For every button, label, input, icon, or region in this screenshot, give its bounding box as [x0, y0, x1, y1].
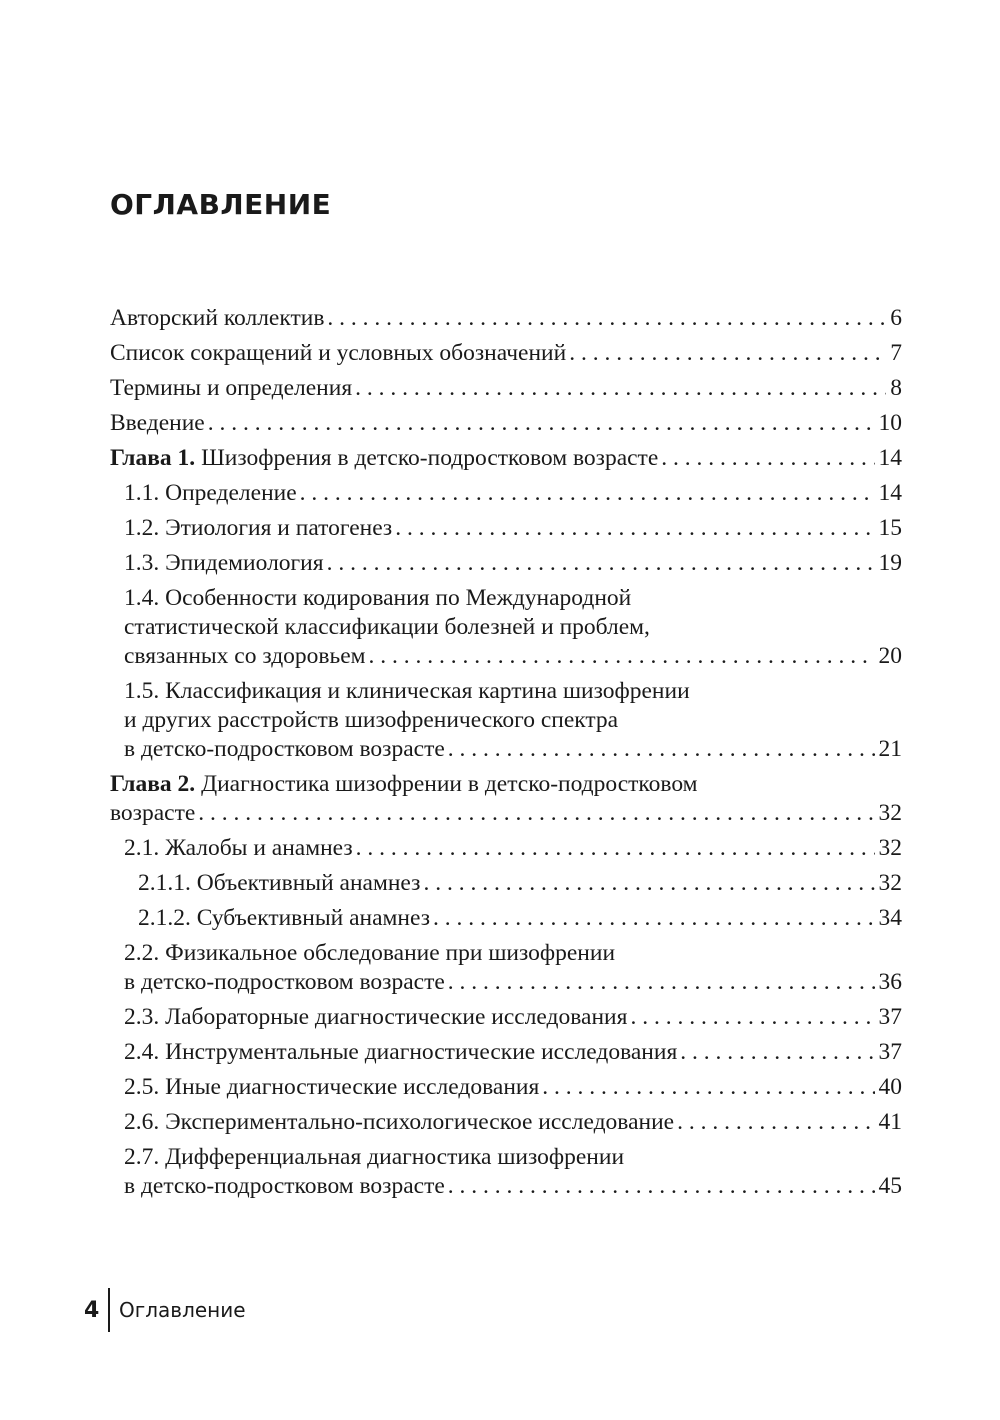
toc-entry-text: 1.5. Классификация и клиническая картина шизофрении: [124, 678, 690, 704]
toc-entry[interactable]: [110, 339, 902, 368]
toc-entry[interactable]: [110, 677, 902, 764]
toc-entry-text: связанных со здоровьем: [124, 643, 366, 669]
dot-leader: [423, 869, 874, 898]
chapter-label: Глава 1.: [110, 445, 196, 471]
toc-entry-text: 1.2. Этиология и патогенез: [124, 515, 393, 541]
dot-leader: [208, 409, 875, 438]
toc-entry-text: статистической классификации болезней и проблем,: [124, 614, 650, 640]
toc-entry-text: Введение: [110, 410, 205, 436]
toc-entry[interactable]: [110, 904, 902, 933]
toc-entry[interactable]: [110, 939, 902, 997]
toc-entry-text: Диагностика шизофрении в детско-подростковом: [201, 771, 698, 797]
toc-entry-text: Список сокращений и условных обозначений: [110, 340, 567, 366]
page-title: ОГЛАВЛЕНИЕ: [110, 188, 332, 221]
dot-leader: [630, 1003, 874, 1032]
dot-leader: [355, 374, 886, 403]
toc-page-number: 37: [878, 1039, 902, 1065]
toc-entry-text: Шизофрения в детско-подростковом возрасте: [201, 445, 659, 471]
toc-entry-text: и других расстройств шизофренического спектра: [124, 707, 619, 733]
toc-entry[interactable]: [110, 834, 902, 863]
toc-page-number: 20: [878, 643, 902, 669]
toc-page-number: 34: [878, 905, 902, 931]
toc-page-number: 41: [878, 1109, 902, 1135]
toc-entry[interactable]: [110, 1003, 902, 1032]
dot-leader: [433, 904, 875, 933]
dot-leader: [569, 339, 886, 368]
dot-leader: [661, 444, 874, 473]
chapter-label: Глава 2.: [110, 771, 196, 797]
toc-page-number: 40: [878, 1074, 902, 1100]
toc-entry-text: 2.7. Дифференциальная диагностика шизофрении: [124, 1144, 625, 1170]
toc-entry-text: 2.5. Иные диагностические исследования: [124, 1074, 540, 1100]
dot-leader: [369, 642, 875, 671]
toc-entry-text: 1.4. Особенности кодирования по Международной: [124, 585, 632, 611]
dot-leader: [327, 549, 875, 578]
toc-entry[interactable]: [110, 1143, 902, 1201]
toc-page-number: 14: [878, 445, 902, 471]
dot-leader: [327, 304, 886, 333]
toc-page-number: 15: [878, 515, 902, 541]
dot-leader: [356, 834, 875, 863]
dot-leader: [300, 479, 875, 508]
page-footer: [84, 1288, 246, 1332]
toc-page-number: 10: [878, 410, 902, 436]
toc-page-number: 14: [878, 480, 902, 506]
toc-entry[interactable]: [110, 444, 902, 473]
toc-entry[interactable]: [110, 409, 902, 438]
toc-entry[interactable]: [110, 869, 902, 898]
toc-entry-text: 2.4. Инструментальные диагностические исследования: [124, 1039, 678, 1065]
toc-page-number: 8: [890, 375, 902, 401]
toc-entry-text: 2.1. Жалобы и анамнез: [124, 835, 353, 861]
toc-entry[interactable]: [110, 1073, 902, 1102]
toc-entry[interactable]: [110, 1108, 902, 1137]
dot-leader: [680, 1038, 874, 1067]
toc-entry[interactable]: [110, 770, 902, 828]
dot-leader: [448, 735, 875, 764]
footer-divider: [108, 1288, 110, 1332]
toc-entry-text: 2.3. Лабораторные диагностические исследования: [124, 1004, 628, 1030]
dot-leader: [448, 1172, 875, 1201]
toc-page-number: 32: [878, 800, 902, 826]
dot-leader: [677, 1108, 874, 1137]
toc-entry-text: 2.1.1. Объективный анамнез: [138, 870, 421, 896]
toc-entry-text: Авторский коллектив: [110, 305, 325, 331]
toc-page-number: 7: [890, 340, 902, 366]
toc-entry-text: 1.3. Эпидемиология: [124, 550, 324, 576]
toc-entry-text: в детско-подростковом возрасте: [124, 969, 445, 995]
toc-entry-text: в детско-подростковом возрасте: [124, 736, 445, 762]
toc-entry-text: возрасте: [110, 800, 196, 826]
table-of-contents: [110, 304, 902, 1207]
toc-entry-text: 2.6. Экспериментально-психологическое исследование: [124, 1109, 675, 1135]
toc-entry-text: Термины и определения: [110, 375, 353, 401]
footer-page-number: 4: [84, 1297, 100, 1323]
toc-page-number: 45: [878, 1173, 902, 1199]
toc-entry-text: 2.2. Физикальное обследование при шизофрении: [124, 940, 616, 966]
footer-section-title: Оглавление: [119, 1298, 246, 1322]
toc-entry[interactable]: [110, 1038, 902, 1067]
toc-page-number: 6: [890, 305, 902, 331]
toc-entry[interactable]: [110, 514, 902, 543]
dot-leader: [198, 799, 874, 828]
toc-page-number: 36: [878, 969, 902, 995]
toc-entry-text: в детско-подростковом возрасте: [124, 1173, 445, 1199]
toc-page-number: 19: [878, 550, 902, 576]
toc-entry[interactable]: [110, 479, 902, 508]
toc-page-number: 32: [878, 835, 902, 861]
toc-page-number: 37: [878, 1004, 902, 1030]
toc-entry[interactable]: [110, 549, 902, 578]
dot-leader: [542, 1073, 874, 1102]
toc-page-number: 32: [878, 870, 902, 896]
toc-entry[interactable]: [110, 584, 902, 671]
toc-entry-text: 2.1.2. Субъективный анамнез: [138, 905, 430, 931]
dot-leader: [448, 968, 875, 997]
toc-entry[interactable]: [110, 374, 902, 403]
dot-leader: [395, 514, 874, 543]
toc-entry[interactable]: [110, 304, 902, 333]
toc-page-number: 21: [878, 736, 902, 762]
toc-entry-text: 1.1. Определение: [124, 480, 297, 506]
